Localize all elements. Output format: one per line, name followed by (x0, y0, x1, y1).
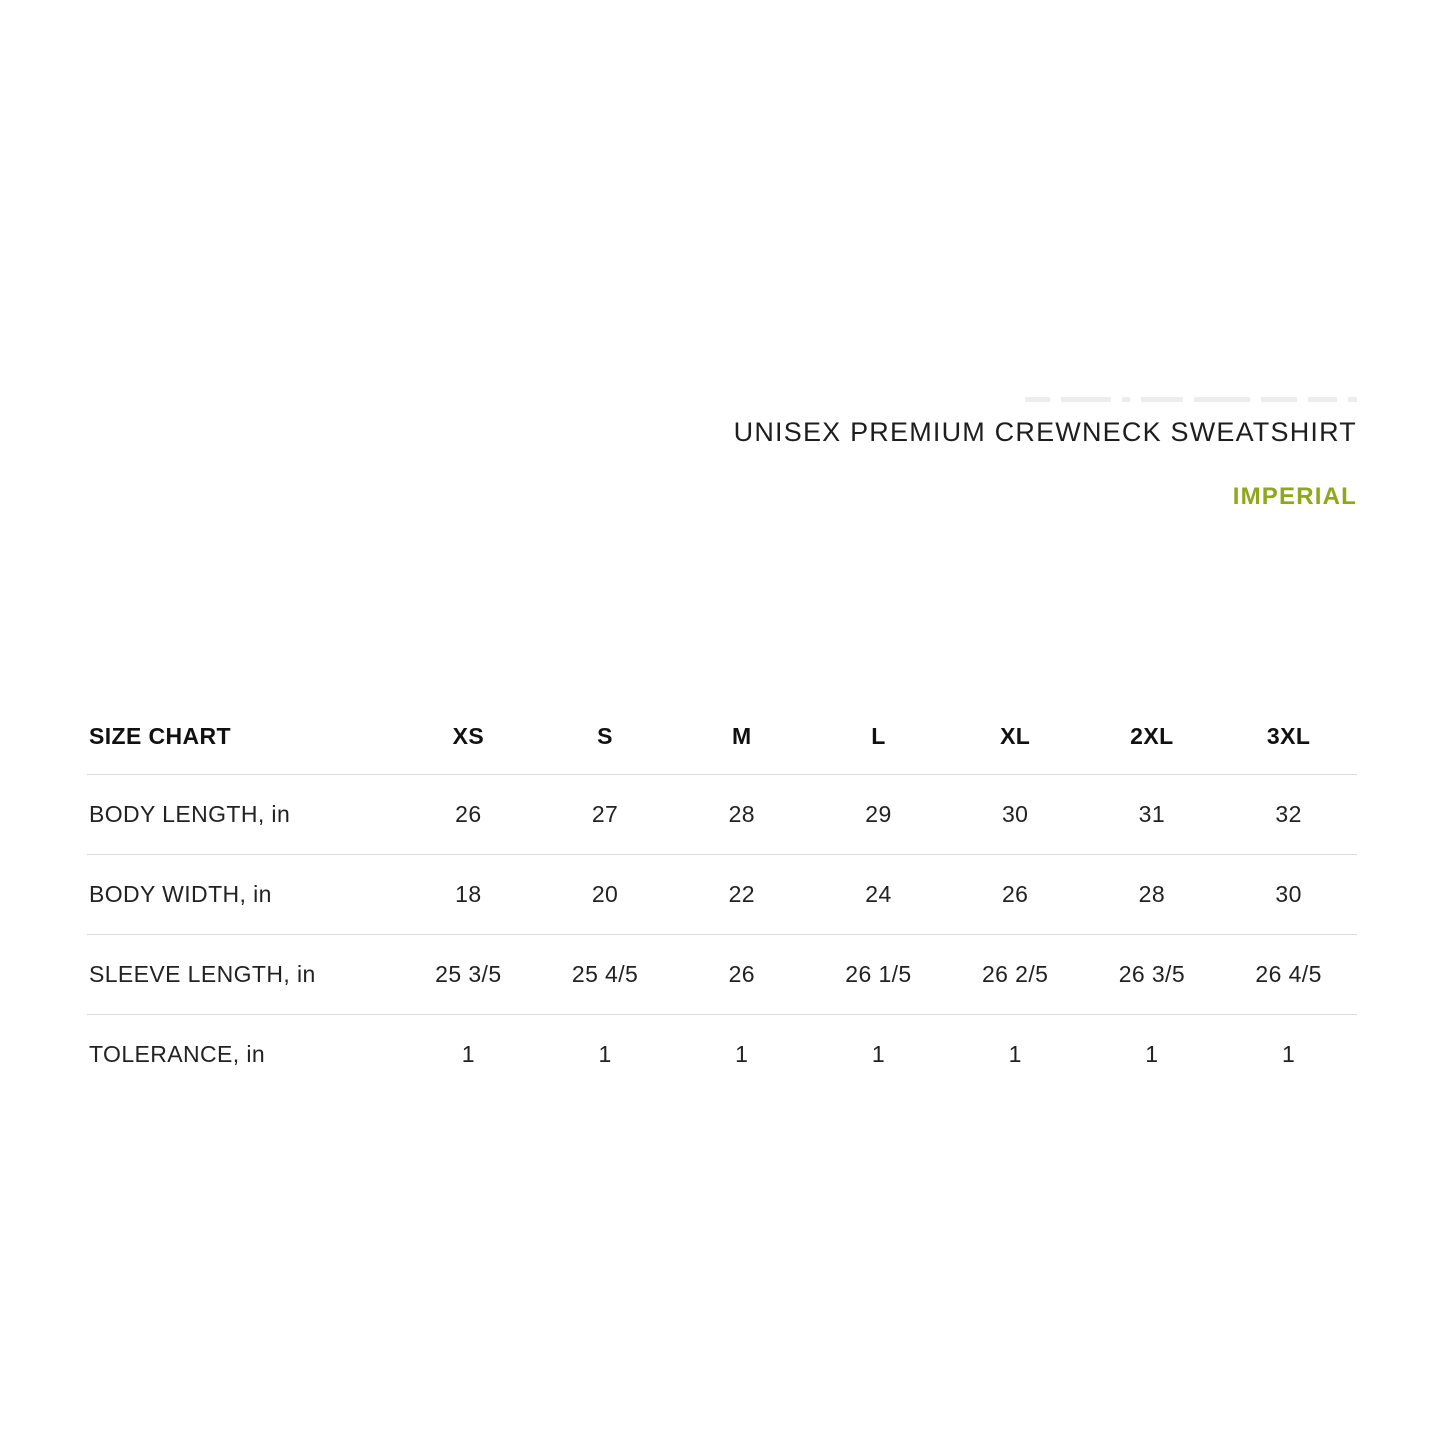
row-label: SLEEVE LENGTH, in (89, 960, 316, 987)
size-value-cell: 25 3/5 (435, 960, 502, 987)
row-label: BODY WIDTH, in (89, 880, 272, 907)
size-value-cell: 26 3/5 (1118, 960, 1186, 987)
size-column-header-m: M (731, 723, 752, 750)
product-title: UNISEX PREMIUM CREWNECK SWEATSHIRT (733, 417, 1357, 447)
size-value-cell: 1 (1008, 1040, 1022, 1067)
size-value-cell: 25 4/5 (571, 960, 639, 987)
table-header-row (87, 700, 1357, 774)
size-column-header-l: L (871, 723, 886, 750)
size-value-cell: 1 (461, 1040, 475, 1067)
table-row-sleeve-length (87, 934, 1357, 1014)
size-value-cell: 29 (865, 800, 892, 827)
size-value-cell: 30 (1275, 880, 1302, 907)
size-column-header-xl: XL (1000, 723, 1031, 750)
title-block (734, 415, 1357, 514)
size-column-header-2xl: 2XL (1130, 723, 1174, 750)
size-value-cell: 20 (591, 880, 619, 907)
size-value-cell: 22 (728, 880, 755, 907)
size-column-header-xs: XS (452, 723, 485, 750)
size-value-cell: 1 (871, 1040, 886, 1067)
unit-system-label: IMPERIAL (1232, 483, 1357, 510)
size-value-cell: 27 (591, 800, 619, 827)
table-row-tolerance (87, 1014, 1357, 1094)
size-value-cell: 32 (1275, 800, 1302, 827)
size-value-cell: 1 (598, 1040, 612, 1067)
size-value-cell: 31 (1138, 800, 1166, 827)
size-value-cell: 1 (1282, 1040, 1296, 1067)
size-value-cell: 28 (728, 800, 755, 827)
size-column-header-3xl: 3XL (1266, 723, 1311, 750)
size-value-cell: 26 1/5 (845, 960, 912, 987)
cropped-text-artifact (1025, 397, 1357, 403)
size-value-cell: 28 (1138, 880, 1166, 907)
size-column-header-s: S (597, 723, 613, 750)
size-value-cell: 24 (865, 880, 892, 907)
size-value-cell: 26 (455, 800, 482, 827)
size-value-cell: 1 (1145, 1040, 1159, 1067)
size-value-cell: 26 (1001, 880, 1029, 907)
table-row-body-width (87, 854, 1357, 934)
row-label: TOLERANCE, in (89, 1040, 266, 1067)
size-value-cell: 30 (1001, 800, 1029, 827)
size-value-cell: 1 (735, 1040, 749, 1067)
size-chart-table (87, 700, 1357, 1094)
size-value-cell: 26 4/5 (1255, 960, 1322, 987)
size-value-cell: 26 (728, 960, 755, 987)
size-value-cell: 18 (455, 880, 482, 907)
row-label: BODY LENGTH, in (89, 800, 291, 827)
size-value-cell: 26 2/5 (981, 960, 1049, 987)
table-row-body-length (87, 774, 1357, 854)
size-chart-heading: SIZE CHART (89, 723, 231, 750)
